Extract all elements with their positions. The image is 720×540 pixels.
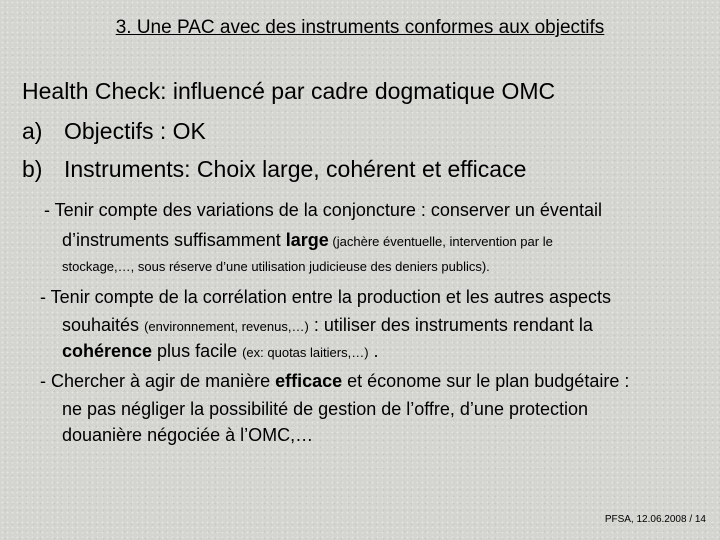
bullet-small-text: (environnement, revenus,…) — [144, 319, 309, 334]
list-item-instruments — [22, 156, 526, 183]
bullet-text: . — [368, 341, 379, 361]
bullet-1-line-3: stockage,…, sous réserve d’une utilisation judicieuse des deniers publics). — [62, 259, 490, 274]
bullet-emphasis-coherence: cohérence — [62, 341, 153, 361]
slide-heading: Health Check: influencé par cadre dogmatique OMC — [22, 78, 556, 104]
list-item-text: Objectifs : OK — [64, 118, 206, 144]
bullet-3-line-3: douanière négociée à l’OMC,… — [62, 425, 314, 445]
bullet-small-text: (ex: quotas laitiers,…) — [242, 345, 369, 360]
bullet-3-line-2: ne pas négliger la possibilité de gestion de l’offre, d’une protection — [62, 399, 589, 419]
bullet-text: : utiliser des instruments rendant la — [308, 315, 593, 335]
slide-title: 3. Une PAC avec des instruments conformes aux objectifs — [115, 17, 605, 38]
bullet-text: souhaités — [62, 315, 145, 335]
list-marker: b) — [22, 156, 43, 182]
bullet-emphasis-large: large — [285, 230, 329, 250]
bullet-text: plus facile — [152, 341, 243, 361]
bullet-emphasis-efficace: efficace — [275, 371, 343, 391]
list-item-text: Instruments: Choix large, cohérent et efficace — [64, 156, 527, 182]
bullet-2-line-3 — [62, 337, 379, 367]
bullet-2-line-1: - Tenir compte de la corrélation entre la production et les autres aspects — [40, 287, 611, 307]
bullet-text: d’instruments suffisamment — [62, 230, 286, 250]
list-item-objectifs — [22, 118, 206, 145]
bullet-text: et économe sur le plan budgétaire : — [342, 371, 630, 391]
bullet-1-line-1: - Tenir compte des variations de la conjoncture : conserver un éventail — [44, 200, 602, 220]
bullet-text: - Chercher à agir de manière — [40, 371, 276, 391]
slide-footer: PFSA, 12.06.2008 / 14 — [604, 514, 706, 525]
list-marker: a) — [22, 118, 43, 144]
bullet-3-line-1 — [40, 367, 629, 395]
bullet-1-line-2 — [62, 226, 553, 256]
bullet-small-text: (jachère éventuelle, intervention par le — [328, 234, 553, 249]
